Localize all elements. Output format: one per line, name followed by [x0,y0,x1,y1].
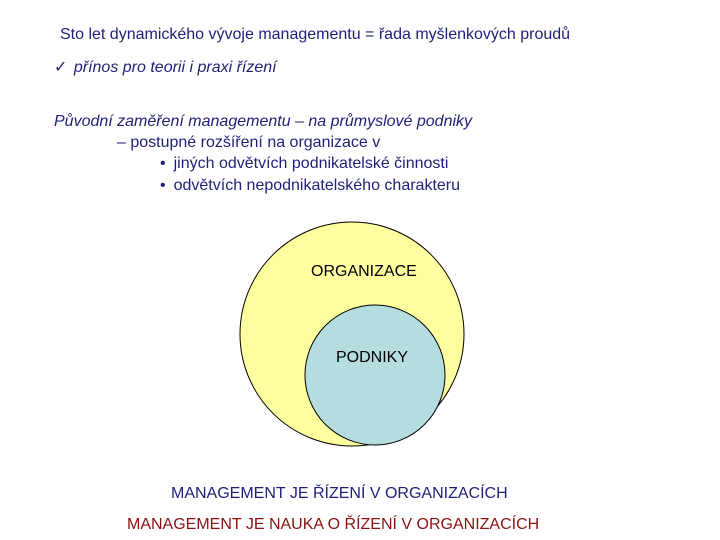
focus-line-expansion: – postupné rozšíření na organizace v [117,134,381,151]
focus-line-original: Původní zaměření managementu – na průmyslové podniky [54,113,473,130]
bullet-text: jiných odvětvích podnikatelské činnosti [173,155,449,172]
bullet-icon: • [160,177,166,194]
bullet-text: odvětvích nepodnikatelského charakteru [173,177,461,194]
podniky-circle [305,305,445,445]
bullet-icon: • [160,155,166,172]
statement-management-is-management: MANAGEMENT JE ŘÍZENÍ V ORGANIZACÍCH [171,485,508,502]
slide-heading: Sto let dynamického vývoje managementu = řada myšlenkových proudů [60,26,571,43]
subheading-text: přínos pro teorii i praxi řízení [73,59,277,76]
checkmark-icon: ✓ [54,59,68,76]
organizace-label: ORGANIZACE [311,263,417,280]
statement-management-is-science: MANAGEMENT JE NAUKA O ŘÍZENÍ V ORGANIZACÍCH [127,516,540,533]
podniky-label: PODNIKY [336,349,409,366]
